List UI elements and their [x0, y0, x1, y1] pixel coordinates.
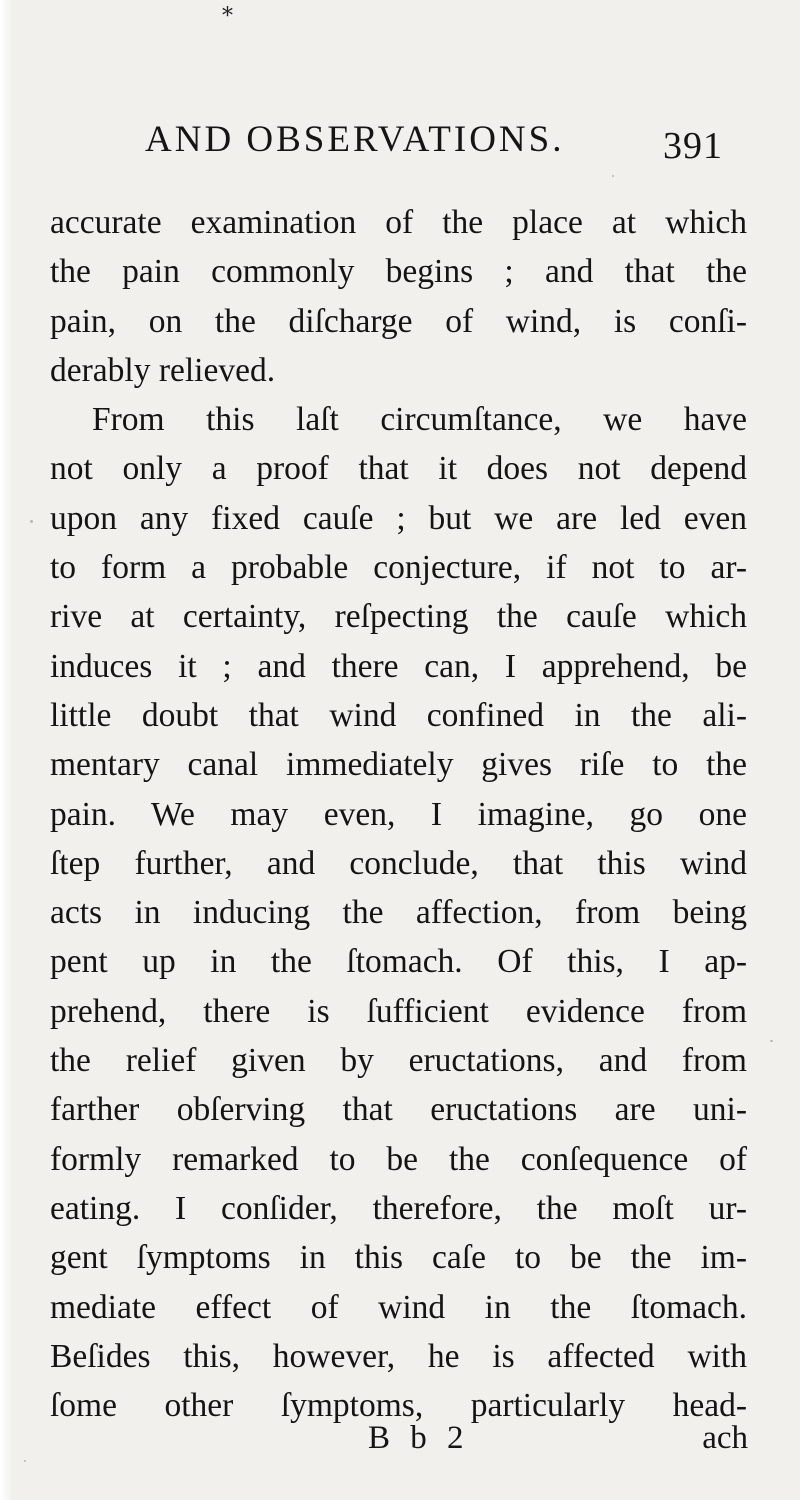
- text-line: gent ſymptoms in this caſe to be the im-: [50, 1239, 747, 1277]
- page-number: 391: [663, 125, 723, 167]
- paper-speck: [30, 520, 33, 523]
- paper-speck: [770, 1040, 773, 1042]
- top-mark: *: [222, 4, 233, 29]
- body-text: [50, 198, 747, 1430]
- text-line: to form a probable conjecture, if not to ar-: [50, 549, 747, 587]
- paper-speck: [24, 1460, 26, 1462]
- text-line: From this laſt circumſtance, we have: [92, 401, 747, 439]
- text-line: acts in inducing the affection, from being: [50, 894, 747, 932]
- text-line: Beſides this, however, he is affected with: [50, 1337, 747, 1375]
- text-line: formly remarked to be the conſequence of: [50, 1140, 747, 1178]
- text-line: the relief given by eructations, and from: [50, 1042, 747, 1080]
- text-line: little doubt that wind confined in the ali-: [50, 696, 747, 734]
- text-line: prehend, there is ſufficient evidence from: [50, 992, 747, 1030]
- text-line: ſome other ſymptoms, particularly head-: [50, 1387, 747, 1425]
- text-line: pain. We may even, I imagine, go one: [50, 795, 747, 833]
- text-line: not only a proof that it does not depend: [50, 450, 747, 488]
- text-line: derably relieved.: [50, 351, 276, 389]
- text-line: ſtep further, and conclude, that this wind: [50, 844, 747, 882]
- page-footer: [50, 1418, 750, 1462]
- catchword: ach: [702, 1420, 748, 1456]
- page-edge: [0, 0, 14, 1500]
- page-header: [145, 118, 765, 166]
- signature-mark: B b 2: [368, 1420, 470, 1456]
- paper-speck: [612, 175, 614, 177]
- text-line: mentary canal immediately gives riſe to the: [50, 746, 747, 784]
- running-head: AND OBSERVATIONS.: [145, 119, 565, 160]
- text-line: the pain commonly begins ; and that the: [50, 253, 747, 291]
- text-line: accurate examination of the place at which: [50, 204, 747, 241]
- text-line: pain, on the diſcharge of wind, is conſi-: [50, 302, 747, 340]
- text-line: farther obſerving that eructations are uni-: [50, 1091, 747, 1129]
- text-line: eating. I conſider, therefore, the moſt ur-: [50, 1189, 747, 1227]
- text-line: pent up in the ſtomach. Of this, I ap-: [50, 943, 747, 981]
- text-line: rive at certainty, reſpecting the cauſe which: [50, 598, 747, 636]
- text-line: mediate effect of wind in the ſtomach.: [50, 1288, 747, 1326]
- text-line: induces it ; and there can, I apprehend, be: [50, 647, 747, 685]
- text-line: upon any fixed cauſe ; but we are led even: [50, 499, 747, 537]
